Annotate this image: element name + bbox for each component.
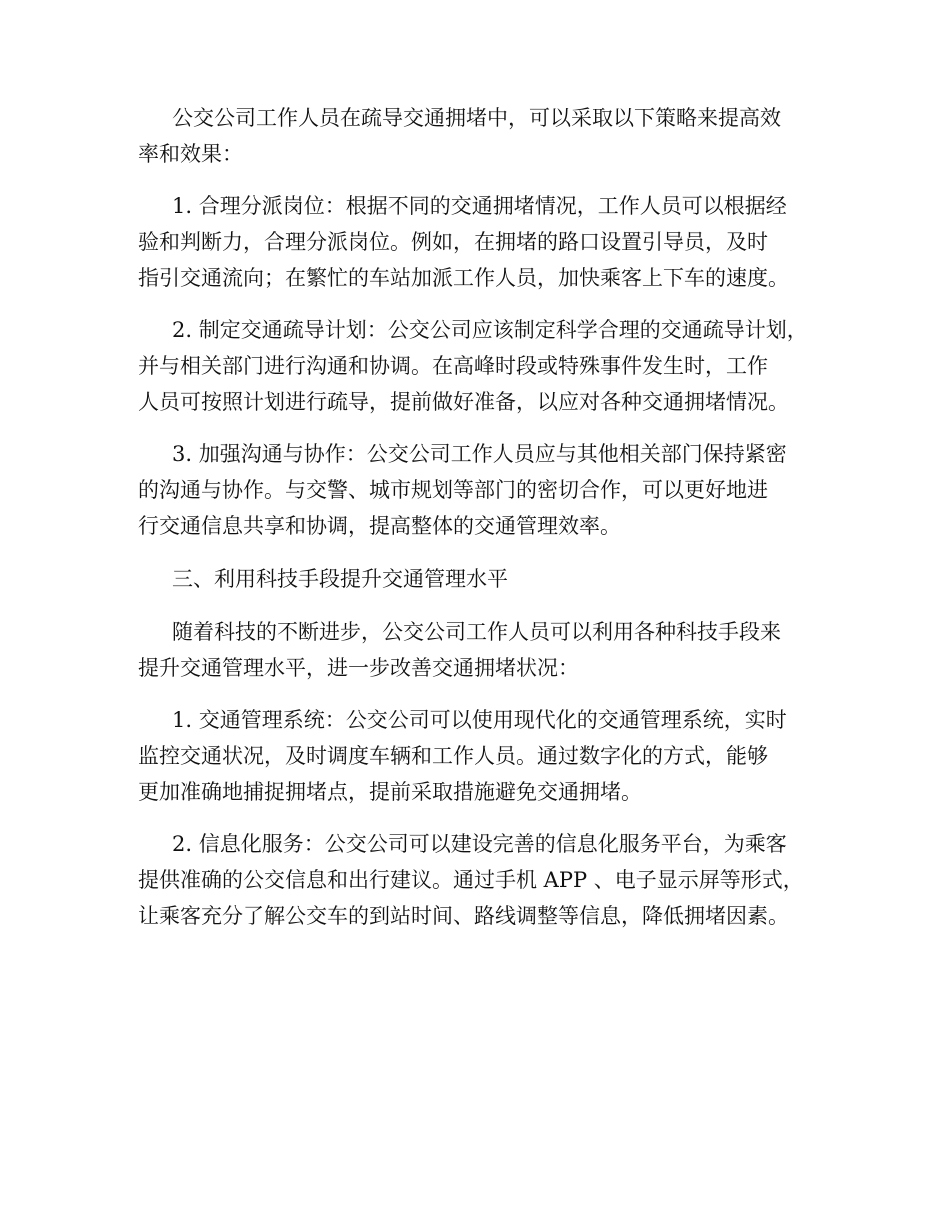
text-line: 指引交通流向；在繁忙的车站加派工作人员，加快乘客上下车的速度。 [138,266,789,290]
text-line: 1. 合理分派岗位：根据不同的交通拥堵情况，工作人员可以根据经 [172,194,787,218]
section-heading-text: 三、利用科技手段提升交通管理水平 [172,567,508,591]
text-line: 率和效果： [138,142,243,166]
section-heading [138,560,828,598]
text-line: 让乘客充分了解公交车的到站时间、路线调整等信息，降低拥堵因素。 [138,904,789,928]
paragraph-tech-item-2-service [138,826,828,934]
text-line: 3. 加强沟通与协作：公交公司工作人员应与其他相关部门保持紧密 [172,442,787,466]
paragraph-tech-intro [138,614,828,686]
text-line: 验和判断力，合理分派岗位。例如，在拥堵的路口设置引导员，及时 [138,230,768,254]
text-line: 并与相关部门进行沟通和协调。在高峰时段或特殊事件发生时，工作 [138,354,768,378]
paragraph-item-3-cooperation [138,436,828,544]
text-line: 随着科技的不断进步，公交公司工作人员可以利用各种科技手段来 [172,620,781,644]
paragraph-tech-item-1-system [138,702,828,810]
text-line: 提供准确的公交信息和出行建议。通过手机 APP 、电子显示屏等形式， [138,868,804,892]
text-line: 2. 制定交通疏导计划：公交公司应该制定科学合理的交通疏导计划， [172,318,808,342]
text-line: 监控交通状况，及时调度车辆和工作人员。通过数字化的方式，能够 [138,744,768,768]
text-line: 提升交通管理水平，进一步改善交通拥堵状况： [138,656,579,680]
text-line: 行交通信息共享和协调，提高整体的交通管理效率。 [138,514,621,538]
document-body [138,100,828,950]
paragraph-item-2-plan [138,312,828,420]
paragraph-intro [138,100,828,172]
text-line: 2. 信息化服务：公交公司可以建设完善的信息化服务平台，为乘客 [172,832,787,856]
text-line: 公交公司工作人员在疏导交通拥堵中，可以采取以下策略来提高效 [172,106,781,130]
text-line: 人员可按照计划进行疏导，提前做好准备，以应对各种交通拥堵情况。 [138,390,789,414]
text-line: 更加准确地捕捉拥堵点，提前采取措施避免交通拥堵。 [138,780,642,804]
text-line: 的沟通与协作。与交警、城市规划等部门的密切合作，可以更好地进 [138,478,768,502]
text-line: 1. 交通管理系统：公交公司可以使用现代化的交通管理系统，实时 [172,708,787,732]
paragraph-item-1-posts [138,188,828,296]
